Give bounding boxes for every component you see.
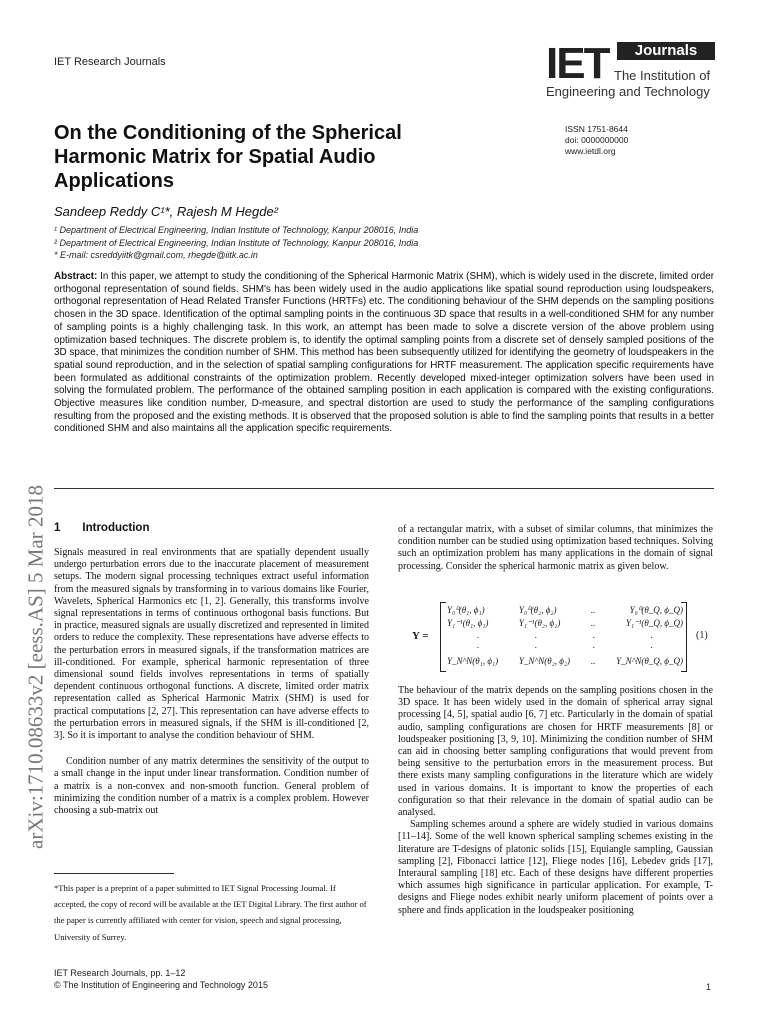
abstract-text: In this paper, we attempt to study the conditioning of the Spherical Harmonic Matrix (SHM), which is widely used in the discrete, limited order orthogonal representation of sound fields. SHM's has been widely used in the audio applications like spatial sound reproduction using loudspeakers, orthogonal representation of Head Related Transfer Functions (HRTFs) etc. The conditioning behaviour of the SHM depends on the sampling positions chosen in the 3D space. Identification of the optimal sampling points in the continuous 3D space that results in a well-conditioned SHM for any number of sampling points is a highly challenging task. In this work, an attempt has been made to solve a discrete version of the above problem using optimization based techniques. The discrete problem is, to identify the optimal sampling points from a discrete set of densely sampled positions of the 3D space, that minimizes the condition number of SHM. This method has been subsequently utilized for identifying the geometry of loudspeakers in the spatial sound reproduction, and in the selection of spatial sampling configurations for HRTF measurement. The application specific requirements have been formulated as additional constraints of the optimization problem. Recently developed mixed-integer optimization solvers have been used in solving the formulated problem. The performance of the obtained sampling position in each application is compared with the existing configurations. Objective measures like condition number, D-measure, and spectral distortion are used to study the performance of the sampling configurations resulting from the proposed and the existing methods. It is observed that the proposed solution is able to find the sampling points that results in a better conditioned SHM and also maintains all the application specific requirements. [54, 271, 714, 435]
sh-matrix [440, 602, 687, 672]
matrix-cell: . [592, 630, 596, 640]
footer-journal: IET Research Journals, pp. 1–12 [54, 968, 186, 978]
equation-number: (1) [696, 630, 708, 641]
matrix-cell: . [477, 640, 480, 650]
paragraph: The behaviour of the matrix depends on the sampling positions chosen in the 3D space. It has been widely used in the domain of spherical array signal processing [4, 5], spatial audio [6, 7] etc. Particularly in the domain of spatial audio, sampling configurations are chosen for HRTF measurements [8] or loudspeaker positioning [3, 9, 10]. Minimizing the condition number of SHM can aid in choosing better sampling configurations that would prevent from being sensitive to the perturbation errors in the measurement process. But there exists many sampling configurations in the literature which are widely used in various domains. It is important to know the properties of each configuration so that their relevance in the domain of spatial audio can be analysed. [398, 685, 713, 819]
right-column-bottom [398, 685, 713, 917]
matrix-cell: .. [590, 618, 596, 628]
section-heading [54, 522, 171, 534]
affiliation-1: ¹ Department of Electrical Engineering, Indian Institute of Technology, Kanpur 208016, India [54, 225, 419, 235]
matrix-cell: . [534, 640, 538, 650]
footer-copyright: © The Institution of Engineering and Technology 2015 [54, 980, 268, 990]
matrix-cell: .. [590, 605, 596, 615]
issn-block [565, 124, 628, 157]
matrix-row-3 [447, 630, 683, 640]
matrix-cell: Y₀⁰(θ₂, ϕ₂) [518, 605, 557, 615]
matrix-cell: Y_N^N(θ_Q, ϕ_Q) [616, 656, 683, 666]
email[interactable]: * E-mail: csreddyiitk@gmail.com, rhegde@iitk.ac.in [54, 250, 258, 260]
matrix-cell: Y₁⁻¹(θ_Q, ϕ_Q) [625, 618, 683, 628]
authors: Sandeep Reddy C¹*, Rajesh M Hegde² [54, 204, 279, 219]
matrix-cell: . [650, 630, 653, 640]
matrix-cell: Y₀⁰(θ₁, ϕ₁) [447, 605, 485, 615]
section-number: 1 [54, 522, 61, 534]
left-column [54, 547, 369, 817]
arxiv-stamp: arXiv:1710.08633v2 [eess.AS] 5 Mar 2018 [23, 485, 48, 849]
matrix-row-1 [447, 605, 683, 616]
website-link[interactable]: www.ietdl.org [565, 146, 616, 156]
paper-title: On the Conditioning of the Spherical Harmonic Matrix for Spatial Audio Applications [54, 122, 402, 192]
paragraph: Sampling schemes around a sphere are widely studied in various domains [11–14]. Some of the well known spherical sampling schemes existing in the literature are T-designs of platonic solids [15], Equiangle sampling, Gaussian sampling [2], Fibonacci lattice [12], Fliege nodes [16], Lebedev grids [17], Interaural sampling [18] etc. Each of these designs have different properties which assumes high significance in particular application. For example, T-designs and Fliege nodes exhibit nearly uniform placement of points over a sphere and finds application in the loudspeaker positioning [398, 819, 713, 916]
affiliation-2: ² Department of Electrical Engineering, Indian Institute of Technology, Kanpur 208016, India [54, 237, 419, 248]
logo-line-2: Engineering and Technology [546, 84, 710, 99]
abstract [54, 271, 714, 436]
matrix-cell: Y₁⁻¹(θ₂, ϕ₂) [518, 618, 561, 628]
doi: doi: 0000000000 [565, 135, 629, 145]
paragraph: of a rectangular matrix, with a subset of similar columns, that minimizes the condition number can be studied using optimization based techniques. Solving such an optimization problem has many applications in the domain of signal processing. Consider the spherical harmonic matrix as given below. [398, 524, 713, 572]
paragraph: Condition number of any matrix determines the sensitivity of the output to a small change in the input under linear transformation. Condition number of a matrix is a non-convex and non-smooth function. General problem of minimizing the condition number of a matrix is a complex problem. However choosing a sub-matrix out [54, 756, 369, 817]
abstract-label: Abstract: [54, 271, 98, 282]
iet-logo [546, 39, 716, 99]
page-number: 1 [706, 982, 712, 992]
section-title: Introduction [82, 522, 150, 534]
logo-line-1: The Institution of [614, 68, 711, 83]
matrix-cell: Y_N^N(θ₂, ϕ₂) [518, 656, 571, 666]
matrix-cell: Y₀⁰(θ_Q, ϕ_Q) [629, 605, 683, 615]
matrix-row-5 [447, 656, 683, 666]
matrix-cell: . [477, 630, 480, 640]
logo-letters: IET [546, 39, 609, 88]
paragraph: Signals measured in real environments that are spatially dependent usually undergo perturbation errors due to the inaccurate placement of measurement setups. The modern signal processing techniques extract useful information from the measured signals by transforming in to various domains like Fourier, Wavelets, Spherical Harmonics etc [1, 2]. Generally, this transforms involve signal representations in terms of continuous orthogonal basis functions. But in practice, measured signals are usually discretized and represented in limited orders to reduce the complexity. These representations have adverse effects to the perturbation errors in measured signals, if the transformation matrices are ill-conditioned. For example, spherical harmonic representation of three dimensional sound fields involves representations in terms of spatially dependent continuous orthogonal functions. A discrete, limited order matrix representation called as Spherical Harmonic Matrix (SHM) is used for practical computations [2, 27]. This representation can have adverse effects to the perturbation errors in measured signals, if the SHM is ill-conditioned [2, 3]. So it is important to analyse the condition behaviour of SHM. [54, 547, 369, 742]
matrix-row-2 [447, 618, 683, 629]
equation-1 [398, 602, 714, 674]
footnote-divider [54, 873, 174, 874]
matrix-cell: Y_N^N(θ₁, ϕ₁) [447, 656, 499, 666]
logo-journals-label: Journals [617, 42, 715, 60]
right-column-top [398, 524, 713, 573]
matrix-cell: Y₁⁻¹(θ₁, ϕ₁) [447, 618, 489, 628]
equation-lhs: Y = [412, 630, 429, 642]
matrix-cell: . [650, 640, 653, 650]
affiliations [54, 224, 418, 262]
page-footer [54, 967, 268, 991]
matrix-cell: . [592, 640, 596, 650]
divider [54, 488, 714, 489]
matrix-cell: .. [590, 656, 596, 666]
matrix-cell: . [534, 630, 538, 640]
matrix-row-4 [447, 640, 683, 650]
footnote: *This paper is a preprint of a paper submitted to IET Signal Processing Journal. If accepted, the copy of record will be available at the IET Digital Library. The first author of the paper is currently affiliated with center for vision, speech and signal processing, University of Surrey. [54, 883, 367, 942]
journal-header: IET Research Journals [54, 56, 166, 68]
issn: ISSN 1751-8644 [565, 124, 628, 134]
